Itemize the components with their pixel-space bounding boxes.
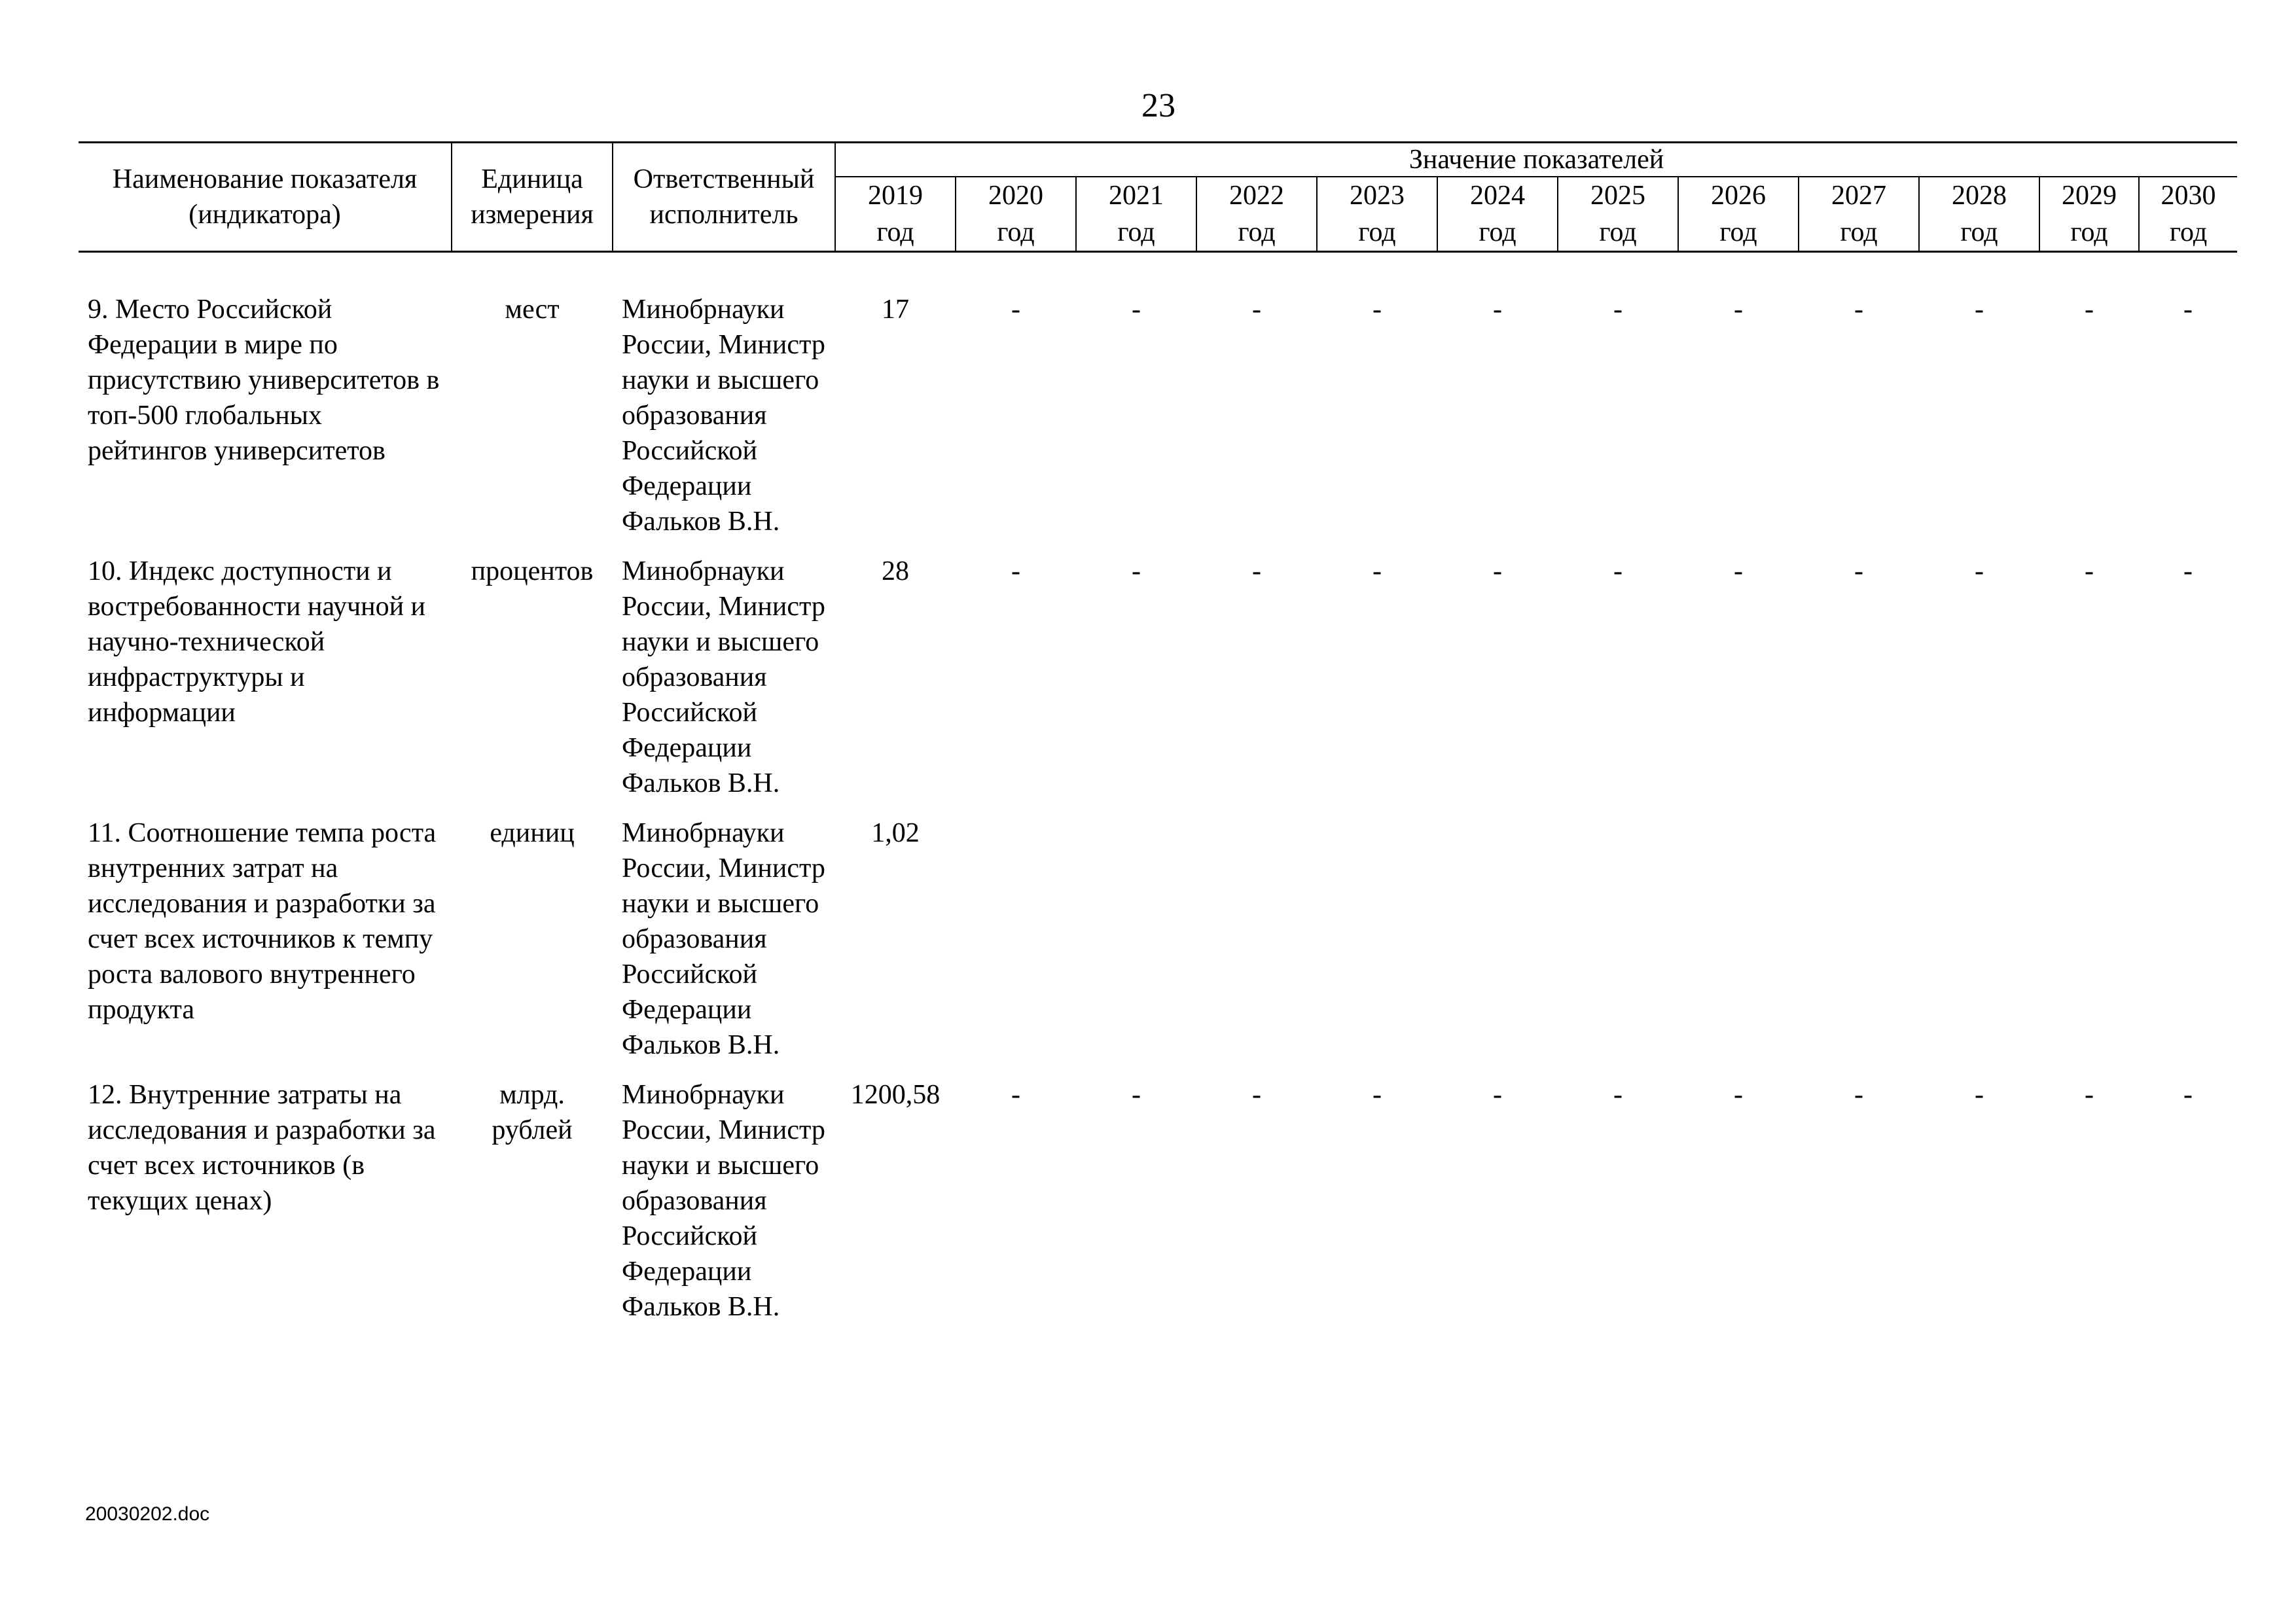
value-cell [1196, 815, 1317, 1077]
value-cell: - [1734, 556, 1743, 586]
value-cell: - [2183, 556, 2193, 586]
header-year [1437, 177, 1558, 252]
header-year [1678, 177, 1799, 252]
header-year [835, 177, 956, 252]
indicator-name-cell: 12. Внутренние затраты на исследования и разработки за счет всех источников (в текущих ценах) [88, 1080, 436, 1216]
header-year-suffix: год [1840, 217, 1878, 247]
header-year-number: 2023 [1350, 181, 1405, 211]
value-cell: 1200,58 [850, 1080, 941, 1110]
value-cell [1678, 815, 1799, 1077]
header-year-number: 2026 [1711, 181, 1766, 211]
header-year-suffix: год [1479, 217, 1516, 247]
unit-cell: единиц [490, 818, 575, 848]
value-cell: - [1252, 294, 1261, 325]
header-year-number: 2029 [2062, 181, 2117, 211]
value-cell: - [1854, 294, 1863, 325]
executor-cell: Минобрнауки России, Министр науки и высшего образования Российской Федерации Фальков В.Н. [622, 818, 825, 1060]
table-row [79, 252, 2237, 554]
header-year-suffix: год [1719, 217, 1757, 247]
value-cell: - [1132, 556, 1141, 586]
value-cell [1437, 815, 1558, 1077]
header-year-number: 2020 [988, 181, 1043, 211]
header-year [1317, 177, 1437, 252]
value-cell: - [1493, 294, 1502, 325]
page-number: 23 [1141, 87, 1175, 124]
value-cell: - [1975, 556, 1984, 586]
header-year [1799, 177, 1919, 252]
header-year-suffix: год [2070, 217, 2108, 247]
value-cell: - [1252, 1080, 1261, 1110]
header-executor: Ответственный исполнитель [613, 143, 835, 252]
value-cell: 28 [882, 556, 909, 586]
table-row [79, 1077, 2237, 1339]
header-year-number: 2021 [1109, 181, 1164, 211]
indicator-name-cell: 11. Соотношение темпа роста внутренних затрат на исследования и разработки за счет всех источников к темпу роста валового внутреннего продукта [88, 818, 437, 1025]
header-year-suffix: год [1238, 217, 1276, 247]
unit-cell: мест [505, 294, 560, 325]
header-indicator-name: Наименование показателя (индикатора) [79, 143, 452, 252]
value-cell: - [1613, 556, 1623, 586]
footer-file-name: 20030202.doc [85, 1503, 210, 1525]
indicators-table [79, 141, 2237, 1339]
value-cell: - [1975, 1080, 1984, 1110]
value-cell: - [1132, 294, 1141, 325]
value-cell: - [1854, 1080, 1863, 1110]
value-cell: - [1372, 556, 1382, 586]
value-cell: - [1011, 556, 1020, 586]
table-row [79, 554, 2237, 815]
header-year-number: 2024 [1470, 181, 1525, 211]
value-cell [1919, 815, 2039, 1077]
header-year-suffix: год [876, 217, 914, 247]
value-cell: - [1613, 1080, 1623, 1110]
value-cell: - [1493, 556, 1502, 586]
header-unit: Единица измерения [452, 143, 613, 252]
value-cell: - [1613, 294, 1623, 325]
value-cell [2039, 815, 2139, 1077]
value-cell: - [1734, 1080, 1743, 1110]
header-year [2139, 177, 2237, 252]
value-cell: - [1734, 294, 1743, 325]
header-year-number: 2030 [2161, 181, 2216, 211]
indicator-name-cell: 10. Индекс доступности и востребованности научной и научно-технической инфраструктуры и информации [88, 556, 426, 728]
executor-cell: Минобрнауки России, Министр науки и высшего образования Российской Федерации Фальков В.Н. [622, 556, 825, 798]
value-cell: - [2183, 294, 2193, 325]
header-year [1558, 177, 1678, 252]
header-year [2039, 177, 2139, 252]
header-year [956, 177, 1076, 252]
indicator-name-cell: 9. Место Российской Федерации в мире по присутствию университетов в топ-500 глобальных рейтингов университетов [88, 294, 440, 466]
value-cell [1317, 815, 1437, 1077]
value-cell: - [1252, 556, 1261, 586]
header-year-suffix: год [1358, 217, 1396, 247]
header-year-number: 2019 [868, 181, 923, 211]
header-year-suffix: год [1960, 217, 1998, 247]
value-cell: - [2085, 294, 2094, 325]
header-year-suffix: год [2169, 217, 2208, 247]
table-row [79, 815, 2237, 1077]
header-year-number: 2027 [1831, 181, 1886, 211]
value-cell: - [2085, 556, 2094, 586]
value-cell: - [2085, 1080, 2094, 1110]
executor-cell: Минобрнауки России, Министр науки и высшего образования Российской Федерации Фальков В.Н. [622, 294, 825, 537]
value-cell: - [1372, 1080, 1382, 1110]
value-cell [1558, 815, 1678, 1077]
value-cell: - [1011, 1080, 1020, 1110]
value-cell: - [1011, 294, 1020, 325]
executor-cell: Минобрнауки России, Министр науки и высшего образования Российской Федерации Фальков В.Н. [622, 1080, 825, 1322]
value-cell: - [1975, 294, 1984, 325]
header-year-suffix: год [997, 217, 1035, 247]
value-cell [1076, 815, 1196, 1077]
header-year-number: 2022 [1229, 181, 1284, 211]
value-cell: - [1372, 294, 1382, 325]
header-year [1196, 177, 1317, 252]
unit-cell: процентов [471, 556, 594, 586]
value-cell: - [1493, 1080, 1502, 1110]
unit-cell: млрд. рублей [492, 1080, 573, 1145]
header-year-suffix: год [1599, 217, 1637, 247]
value-cell [1799, 815, 1919, 1077]
value-cell: - [2183, 1080, 2193, 1110]
value-cell: - [1854, 556, 1863, 586]
header-values-group: Значение показателей [835, 143, 2237, 177]
header-year-number: 2028 [1952, 181, 2007, 211]
header-year-suffix: год [1117, 217, 1155, 247]
header-year-number: 2025 [1590, 181, 1645, 211]
value-cell [956, 815, 1076, 1077]
value-cell: - [1132, 1080, 1141, 1110]
header-year [1919, 177, 2039, 252]
value-cell [2139, 815, 2237, 1077]
value-cell: 17 [882, 294, 909, 325]
header-year [1076, 177, 1196, 252]
value-cell: 1,02 [871, 818, 920, 848]
